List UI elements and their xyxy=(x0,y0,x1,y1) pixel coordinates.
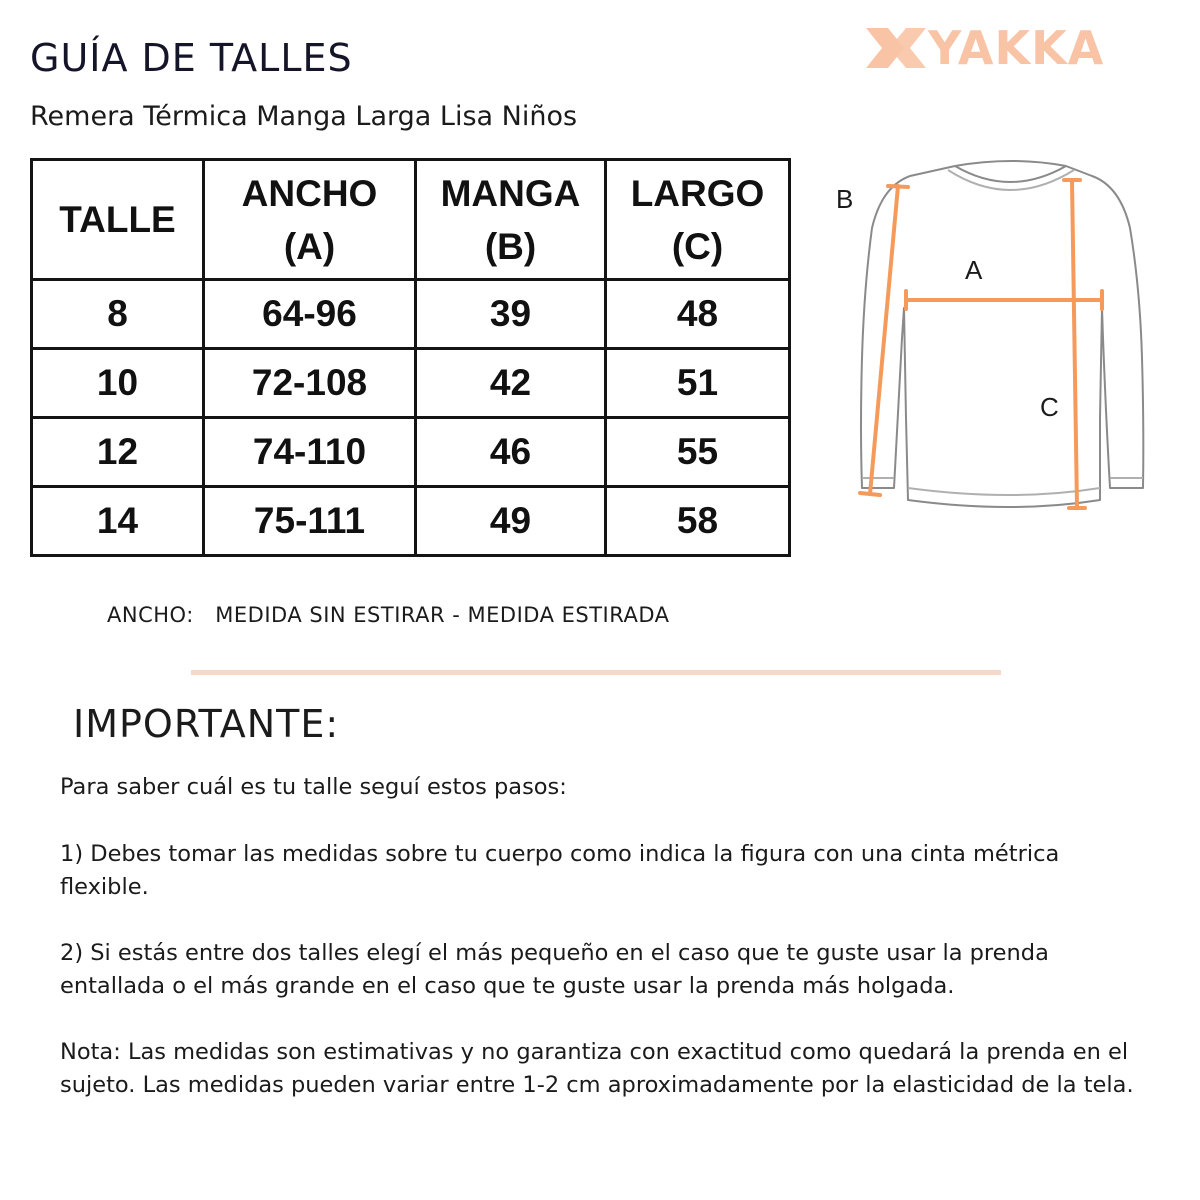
cell-manga: 42 xyxy=(416,349,606,418)
header-largo: LARGO (C) xyxy=(606,160,790,280)
cell-manga: 39 xyxy=(416,280,606,349)
brand-logo xyxy=(866,21,1162,75)
label-b: B xyxy=(836,184,854,214)
label-a: A xyxy=(965,255,983,285)
header-talle: TALLE xyxy=(32,160,204,280)
table-row xyxy=(32,418,790,487)
cell-manga: 49 xyxy=(416,487,606,556)
instruction-step-2: 2) Si estás entre dos talles elegí el más pequeño en el caso que te guste usar la prenda entallada o el más grande en el caso que te guste usar la prenda más holgada. xyxy=(60,940,1049,999)
cell-largo: 58 xyxy=(606,487,790,556)
cell-largo: 55 xyxy=(606,418,790,487)
instructions-intro: Para saber cuál es tu talle seguí estos pasos: xyxy=(60,774,567,800)
cell-ancho: 75-111 xyxy=(204,487,416,556)
table-row xyxy=(32,349,790,418)
disclaimer-note: Nota: Las medidas son estimativas y no garantiza con exactitud como quedará la prenda en el sujeto. Las medidas pueden variar entre 1-2 cm aproximadamente por la elasticidad de la tela. xyxy=(60,1039,1134,1098)
product-name: Remera Térmica Manga Larga Lisa Niños xyxy=(30,101,578,132)
cell-talle: 8 xyxy=(32,280,204,349)
page-title: GUÍA DE TALLES xyxy=(30,36,353,80)
cell-talle: 14 xyxy=(32,487,204,556)
cell-manga: 46 xyxy=(416,418,606,487)
cell-ancho: 74-110 xyxy=(204,418,416,487)
ancho-note: ANCHO: MEDIDA SIN ESTIRAR - MEDIDA ESTIRADA xyxy=(107,603,670,627)
table-row xyxy=(32,487,790,556)
cell-ancho: 64-96 xyxy=(204,280,416,349)
table-header-row xyxy=(32,160,790,280)
logo-mark-icon xyxy=(866,24,926,72)
size-table xyxy=(30,158,791,557)
instruction-step-1: 1) Debes tomar las medidas sobre tu cuerpo como indica la figura con una cinta métrica flexible. xyxy=(60,841,1060,900)
header-manga: MANGA (B) xyxy=(416,160,606,280)
label-c: C xyxy=(1040,392,1059,422)
table-row xyxy=(32,280,790,349)
important-heading: IMPORTANTE: xyxy=(73,702,340,746)
logo-wordmark: YAKKA xyxy=(928,21,1105,75)
cell-largo: 48 xyxy=(606,280,790,349)
cell-largo: 51 xyxy=(606,349,790,418)
cell-talle: 12 xyxy=(32,418,204,487)
cell-ancho: 72-108 xyxy=(204,349,416,418)
cell-talle: 10 xyxy=(32,349,204,418)
shirt-outline-icon xyxy=(861,161,1143,507)
section-divider xyxy=(191,670,1001,675)
shirt-measurement-diagram xyxy=(830,158,1192,528)
header-ancho: ANCHO (A) xyxy=(204,160,416,280)
